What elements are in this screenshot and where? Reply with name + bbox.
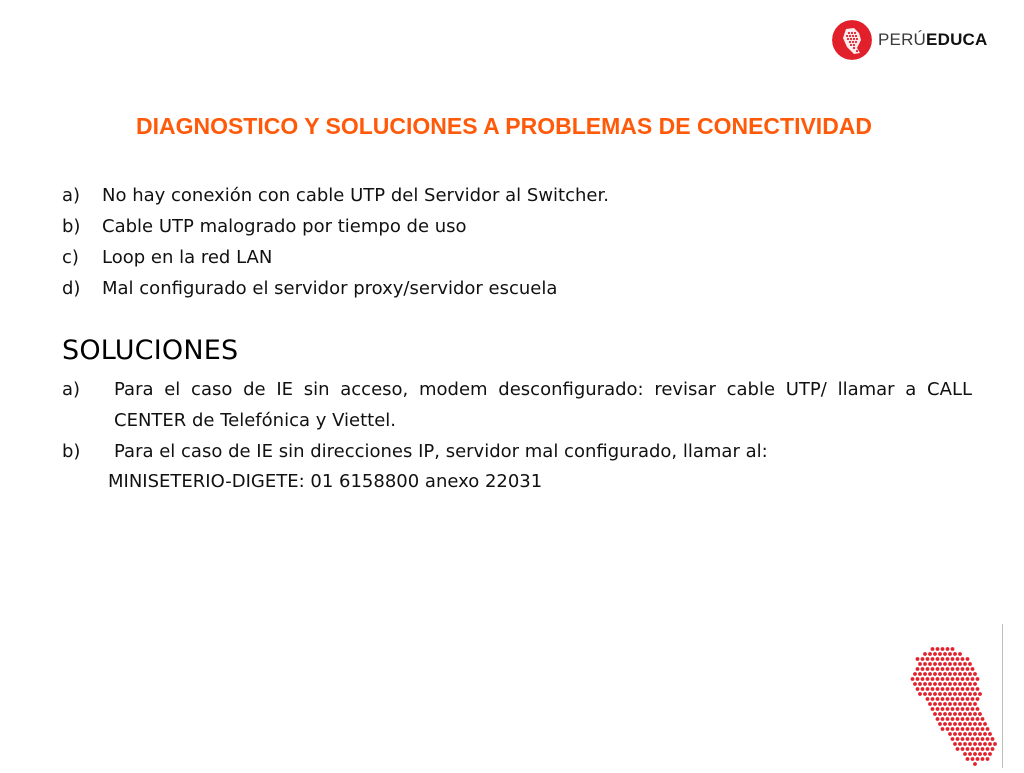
map-dot	[966, 677, 970, 681]
map-dot	[966, 757, 970, 761]
map-dot	[971, 707, 975, 711]
map-dot	[938, 652, 942, 656]
map-dot	[921, 657, 925, 661]
list-marker: b)	[62, 216, 81, 237]
map-dot	[923, 652, 927, 656]
map-dot	[943, 652, 947, 656]
map-dot	[966, 727, 970, 731]
map-dot	[983, 732, 987, 736]
map-dot	[951, 737, 955, 741]
map-dot	[958, 672, 962, 676]
map-dot	[948, 682, 952, 686]
map-dot	[981, 727, 985, 731]
map-dot	[926, 667, 930, 671]
map-dot	[943, 682, 947, 686]
map-dot	[973, 712, 977, 716]
map-dot	[948, 652, 952, 656]
map-dot	[981, 737, 985, 741]
map-dot	[973, 692, 977, 696]
map-dot	[971, 727, 975, 731]
map-dot	[931, 687, 935, 691]
map-dot	[973, 682, 977, 686]
map-dot	[956, 737, 960, 741]
map-dot	[951, 697, 955, 701]
map-dot	[933, 662, 937, 666]
map-dot	[951, 647, 955, 651]
map-dot	[953, 662, 957, 666]
list-marker: d)	[62, 278, 81, 299]
map-dot	[976, 687, 980, 691]
map-dot	[981, 717, 985, 721]
map-dot	[933, 672, 937, 676]
map-dot	[918, 662, 922, 666]
map-dot	[988, 732, 992, 736]
map-dot	[928, 672, 932, 676]
list-item-text: No hay conexión con cable UTP del Servidor al Switcher.	[102, 185, 609, 206]
map-dot	[963, 712, 967, 716]
map-dot	[953, 672, 957, 676]
map-dot	[916, 687, 920, 691]
map-dot	[943, 712, 947, 716]
map-dot	[963, 702, 967, 706]
map-dot	[941, 717, 945, 721]
map-dot	[971, 757, 975, 761]
map-dot	[936, 697, 940, 701]
map-dot	[938, 692, 942, 696]
map-dot	[971, 697, 975, 701]
map-dot	[958, 702, 962, 706]
map-dot	[953, 742, 957, 746]
map-dot	[951, 717, 955, 721]
map-dot	[983, 722, 987, 726]
map-dot	[961, 727, 965, 731]
map-dot	[973, 742, 977, 746]
map-dot	[918, 682, 922, 686]
map-dot	[933, 692, 937, 696]
map-dot	[978, 752, 982, 756]
list-item-text: Mal configurado el servidor proxy/servidor escuela	[102, 278, 558, 299]
map-dot	[953, 712, 957, 716]
map-dot	[961, 747, 965, 751]
map-dot	[928, 662, 932, 666]
map-dot	[923, 662, 927, 666]
map-dot	[978, 742, 982, 746]
map-dot	[976, 747, 980, 751]
list-item	[62, 211, 609, 242]
map-dot	[973, 722, 977, 726]
map-dot	[933, 682, 937, 686]
map-dot	[983, 742, 987, 746]
list-item	[62, 180, 609, 211]
solutions-heading: SOLUCIONES	[62, 335, 239, 366]
map-dot	[916, 657, 920, 661]
map-dot	[976, 677, 980, 681]
map-dot	[963, 672, 967, 676]
list-marker: b)	[62, 441, 81, 462]
map-dot	[986, 737, 990, 741]
list-marker: c)	[62, 247, 79, 268]
map-dot	[948, 732, 952, 736]
map-dot	[951, 707, 955, 711]
list-item	[62, 242, 609, 273]
contact-line: MINISETERIO-DIGETE: 01 6158800 anexo 22031	[108, 471, 543, 492]
map-dot	[958, 732, 962, 736]
map-dot	[921, 677, 925, 681]
map-dot	[973, 672, 977, 676]
map-dot	[933, 702, 937, 706]
map-dot	[986, 757, 990, 761]
map-dot	[973, 752, 977, 756]
map-dot	[976, 737, 980, 741]
map-dot	[946, 727, 950, 731]
map-dot	[988, 752, 992, 756]
map-dot	[958, 712, 962, 716]
map-dot	[956, 667, 960, 671]
map-dot	[938, 672, 942, 676]
map-dot	[916, 667, 920, 671]
map-dot	[963, 742, 967, 746]
map-dot	[946, 657, 950, 661]
map-dot	[986, 747, 990, 751]
map-dot	[961, 697, 965, 701]
map-dot	[951, 677, 955, 681]
map-dot	[946, 717, 950, 721]
peru-educa-logo	[832, 18, 988, 62]
map-dot	[953, 732, 957, 736]
map-dot	[938, 662, 942, 666]
map-dot	[961, 657, 965, 661]
map-dot	[948, 722, 952, 726]
solutions-list	[62, 374, 972, 467]
map-dot	[951, 687, 955, 691]
map-dot	[966, 717, 970, 721]
map-dot	[956, 727, 960, 731]
map-dot	[913, 682, 917, 686]
map-dot	[971, 677, 975, 681]
map-dot	[973, 732, 977, 736]
map-dot	[958, 662, 962, 666]
map-dot	[956, 707, 960, 711]
map-dot	[936, 707, 940, 711]
map-dot	[946, 677, 950, 681]
map-dot	[976, 697, 980, 701]
map-dot	[931, 677, 935, 681]
map-dot	[991, 747, 995, 751]
map-dot	[963, 692, 967, 696]
map-dot	[963, 682, 967, 686]
map-dot	[923, 672, 927, 676]
decorative-divider	[1002, 624, 1003, 768]
map-dot	[948, 662, 952, 666]
map-dot	[961, 717, 965, 721]
map-dot	[961, 707, 965, 711]
map-dot	[956, 717, 960, 721]
map-dot	[921, 667, 925, 671]
map-dot	[936, 717, 940, 721]
list-marker: a)	[62, 185, 81, 206]
map-dot	[936, 687, 940, 691]
map-dot	[936, 677, 940, 681]
problems-list	[62, 180, 609, 304]
map-dot	[933, 712, 937, 716]
map-dot	[961, 737, 965, 741]
map-dot	[926, 697, 930, 701]
map-dot	[933, 652, 937, 656]
map-dot	[958, 742, 962, 746]
map-dot	[913, 672, 917, 676]
map-dot	[983, 752, 987, 756]
map-dot	[953, 652, 957, 656]
map-dot	[946, 647, 950, 651]
map-dot	[956, 657, 960, 661]
list-item	[62, 436, 972, 467]
map-dot	[958, 682, 962, 686]
map-dot	[966, 707, 970, 711]
map-dot	[986, 727, 990, 731]
map-dot	[911, 677, 915, 681]
map-dot	[956, 677, 960, 681]
map-dot	[951, 727, 955, 731]
map-dot	[938, 722, 942, 726]
map-dot	[963, 752, 967, 756]
map-dot	[918, 672, 922, 676]
map-dot	[968, 722, 972, 726]
map-dot	[953, 722, 957, 726]
map-dot	[976, 757, 980, 761]
map-dot	[943, 662, 947, 666]
map-dot	[936, 647, 940, 651]
map-dot	[968, 672, 972, 676]
list-item-text: Para el caso de IE sin direcciones IP, servidor mal configurado, llamar al:	[114, 441, 768, 462]
map-dot	[948, 692, 952, 696]
map-dot	[941, 707, 945, 711]
map-dot	[988, 742, 992, 746]
map-dot	[968, 662, 972, 666]
map-dot	[966, 747, 970, 751]
map-dot	[928, 692, 932, 696]
map-dot	[946, 687, 950, 691]
list-item-text: Cable UTP malogrado por tiempo de uso	[102, 216, 467, 237]
map-dot	[926, 677, 930, 681]
map-dot	[968, 732, 972, 736]
map-dot	[941, 697, 945, 701]
map-dot	[956, 747, 960, 751]
map-dot	[968, 682, 972, 686]
logo-text-educa: EDUCA	[926, 30, 988, 49]
map-dot	[963, 722, 967, 726]
map-dot	[941, 657, 945, 661]
map-dot	[978, 722, 982, 726]
map-dot	[926, 657, 930, 661]
map-dot	[976, 707, 980, 711]
map-dot	[948, 712, 952, 716]
map-dot	[923, 692, 927, 696]
map-dot	[966, 697, 970, 701]
map-dot	[948, 672, 952, 676]
map-dot	[936, 667, 940, 671]
map-dot	[966, 687, 970, 691]
map-dot	[938, 712, 942, 716]
map-dot	[953, 702, 957, 706]
map-dot	[961, 667, 965, 671]
map-dot	[941, 687, 945, 691]
map-dot	[966, 737, 970, 741]
map-dot	[968, 742, 972, 746]
map-dot	[981, 747, 985, 751]
map-dot	[931, 647, 935, 651]
map-dot	[971, 747, 975, 751]
map-dot	[976, 727, 980, 731]
map-dot	[938, 702, 942, 706]
list-item	[62, 273, 609, 304]
map-dot	[968, 692, 972, 696]
map-dot	[971, 687, 975, 691]
map-dot	[946, 697, 950, 701]
map-dot	[941, 647, 945, 651]
map-dot	[928, 652, 932, 656]
map-dot	[993, 742, 997, 746]
map-dot	[928, 682, 932, 686]
map-dot	[963, 732, 967, 736]
list-item-text: Loop en la red LAN	[102, 247, 273, 268]
map-dot	[981, 757, 985, 761]
map-dot	[948, 702, 952, 706]
map-dot	[931, 707, 935, 711]
map-dot	[978, 692, 982, 696]
peru-dotted-map-icon	[908, 640, 1002, 768]
list-item-text: Para el caso de IE sin acceso, modem desconfigurado: revisar cable UTP/ llamar a CALL CENTER de Telefónica y Viettel.	[114, 379, 972, 431]
list-marker: a)	[62, 379, 81, 400]
map-dot	[941, 677, 945, 681]
map-dot	[968, 712, 972, 716]
map-dot	[956, 697, 960, 701]
map-dot	[931, 657, 935, 661]
map-dot	[973, 702, 977, 706]
map-dot	[973, 762, 977, 766]
map-dot	[931, 697, 935, 701]
map-dot	[968, 752, 972, 756]
map-dot	[961, 677, 965, 681]
logo-text-peru: PERÚ	[878, 30, 927, 49]
map-dot	[971, 667, 975, 671]
map-dot	[961, 687, 965, 691]
map-dot	[941, 727, 945, 731]
map-dot	[951, 657, 955, 661]
map-dot	[951, 667, 955, 671]
map-dot	[928, 702, 932, 706]
list-item	[62, 374, 972, 436]
map-dot	[931, 667, 935, 671]
page-title: DIAGNOSTICO Y SOLUCIONES A PROBLEMAS DE CONECTIVIDAD	[135, 113, 873, 139]
map-dot	[943, 692, 947, 696]
map-dot	[976, 717, 980, 721]
map-dot	[978, 712, 982, 716]
map-dot	[943, 722, 947, 726]
map-dot	[953, 692, 957, 696]
map-dot	[918, 692, 922, 696]
map-dot	[958, 692, 962, 696]
map-dot	[966, 657, 970, 661]
logo-text	[878, 30, 988, 50]
map-dot	[923, 682, 927, 686]
map-dot	[946, 707, 950, 711]
map-dot	[936, 657, 940, 661]
map-dot	[926, 687, 930, 691]
map-dot	[921, 687, 925, 691]
map-dot	[943, 702, 947, 706]
map-dot	[991, 737, 995, 741]
map-dot	[946, 667, 950, 671]
map-dot	[941, 667, 945, 671]
map-dot	[916, 677, 920, 681]
map-dot	[971, 717, 975, 721]
map-dot	[978, 732, 982, 736]
map-dot	[971, 737, 975, 741]
map-dot	[953, 682, 957, 686]
map-dot	[968, 702, 972, 706]
peru-map-icon	[832, 20, 872, 60]
map-dot	[943, 672, 947, 676]
map-dot	[938, 682, 942, 686]
map-dot	[958, 652, 962, 656]
map-dot	[956, 687, 960, 691]
map-dot	[963, 662, 967, 666]
map-dot	[966, 667, 970, 671]
map-dot	[958, 722, 962, 726]
